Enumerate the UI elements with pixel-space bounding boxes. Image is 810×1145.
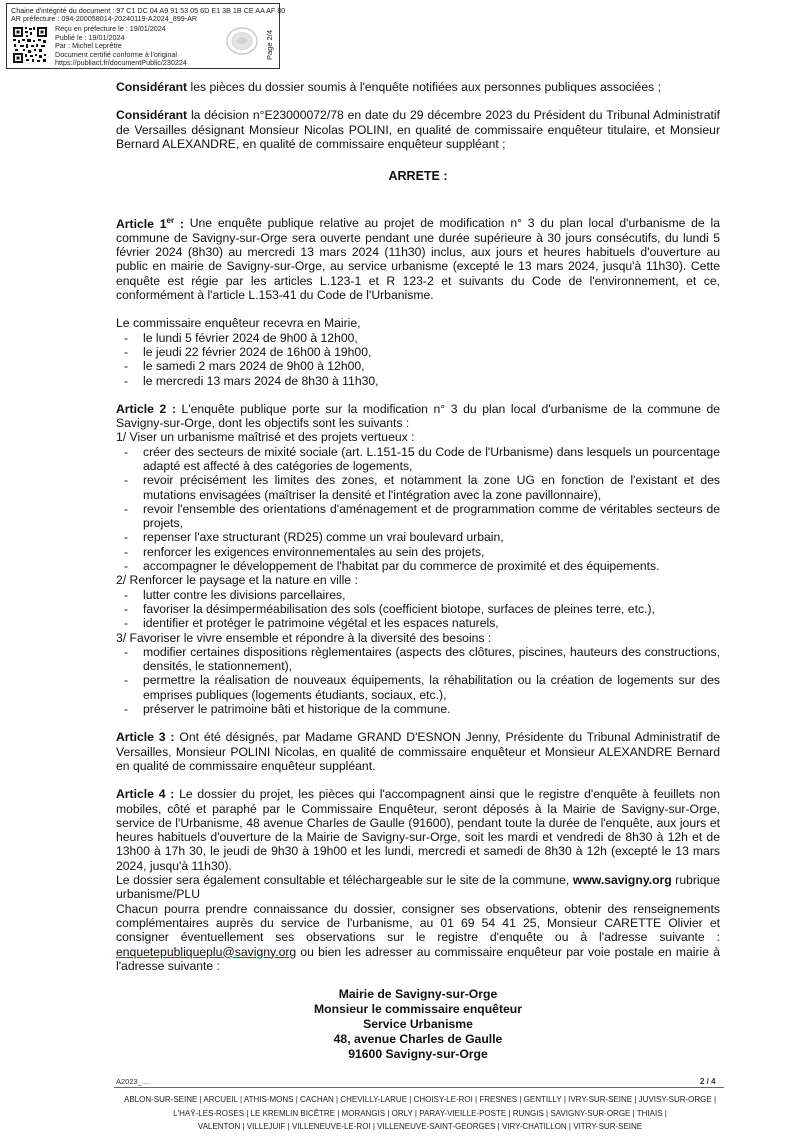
address-line: 91600 Savigny-sur-Orge	[348, 1047, 488, 1062]
list-item: - favoriser la désimperméabilisation des sols (coefficient biotope, surfaces de pleines terre, etc.),	[116, 602, 720, 616]
list-item: - renforcer les exigences environnementales au sein des projets,	[116, 545, 720, 559]
list-item: - le samedi 2 mars 2024 de 9h00 à 12h00,	[116, 359, 720, 373]
list-item: - lutter contre les divisions parcellaires,	[116, 588, 720, 602]
address-line: Monsieur le commissaire enquêteur	[314, 1002, 522, 1017]
list-item: - permettre la réalisation de nouveaux équipements, la réhabilitation ou la création de logements sur des emprises publiques (logements étudiants, sociaux, etc.),	[116, 673, 720, 702]
page-number: 2 / 4	[700, 1077, 716, 1086]
article-1: Article 1er : Une enquête publique relative au projet de modification n° 3 du plan local d'urbanisme de la commune de Savigny-sur-Orge sera ouverte pendant une durée supérieure à 30 jours consécutifs, du lundi 5 février 2024 (8h30) au mercredi 13 mars 2024 (11h30) inclus, aux jours et heures habituels d'ouverture au public en mairie de Savigny-sur-Orge, au service urbanisme (excepté le 13 mars 2024, jusqu'à 11h30). Cette enquête est régie par les articles L.123-1 et R 123-2 et suivants du Code de l'environnement, et ce, conformément à l'article L.153-41 du Code de l'Urbanisme.	[116, 215, 720, 303]
considerant-1: Considérant les pièces du dossier soumis à l'enquête notifiées aux personnes publiques associées ;	[116, 80, 661, 94]
stamp-info	[55, 25, 187, 68]
list-item: - identifier et protéger le patrimoine végétal et les espaces naturels,	[116, 616, 720, 630]
article-4-contact: Chacun pourra prendre connaissance du dossier, consigner ses observations, obtenir des renseignements complémentaires auprès du service de l'urbanisme, au 01 69 54 41 25, Monsieur CARETTE Olivier et consigner éventuellement ses observations sur le registre d'enquête ou à l'adresse suivante : enquetepubliqueplu@savigny.org ou bien les adresser au commissaire enquêteur par voie postale en mairie à l'adresse suivante :	[116, 901, 720, 973]
address-line: Mairie de Savigny-sur-Orge	[338, 987, 498, 1002]
address-line: 48, avenue Charles de Gaulle	[333, 1032, 503, 1047]
list-item: - le jeudi 22 février 2024 de 16h00 à 19h00,	[116, 345, 720, 359]
objective-1-title: 1/ Viser un urbanisme maîtrisé et des projets vertueux :	[116, 430, 415, 445]
communes-line: VALENTON | VILLEJUIF | VILLENEUVE-LE-ROI | VILLENEUVE-SAINT-GEORGES | VIRY-CHATILLON | VITRY-SUR-SEINE	[197, 1122, 643, 1131]
article-3: Article 3 : Ont été désignés, par Madame GRAND D'ESNON Jenny, Présidente du Tribunal Administratif de Versailles, Monsieur POLINI Nicolas, en qualité de commissaire enquêteur et Monsieur ALEXANDRE Bernard en qualité de commissaire enquêteur suppléant.	[116, 730, 720, 773]
document-url[interactable]: https://publiact.fr/documentPublic/230224	[55, 58, 187, 68]
integrity-chain: Chaine d'intégrité du document : 97 C1 DC 04 A9 91 53 05 6D E1 3B 1B CE AA AF 80	[11, 6, 286, 15]
received-date: Reçu en préfecture le : 19/01/2024	[55, 24, 166, 33]
objective-2-list	[116, 588, 720, 631]
article-2: Article 2 : L'enquête publique porte sur la modification n° 3 du plan local d'urbanisme de la commune de Savigny-sur-Orge, dont les objectifs sont les suivants :	[116, 401, 721, 431]
objective-1-list	[116, 445, 720, 574]
postal-address	[116, 987, 720, 1062]
qr-code-icon	[12, 26, 48, 64]
communes-list	[110, 1093, 730, 1134]
published-date: Publié le : 19/01/2024	[55, 32, 125, 42]
document-body	[116, 80, 720, 1062]
list-item: - accompagner le développement de l'habitat par du commerce de proximité et des équipements.	[116, 559, 720, 573]
list-item: - le lundi 5 février 2024 de 9h00 à 12h00,	[116, 331, 720, 345]
website-link[interactable]: www.savigny.org	[572, 873, 672, 888]
communes-line: L'HAŸ-LES-ROSES | LE KREMLIN BICÊTRE | MORANGIS | ORLY | PARAY-VIEILLE-POSTE | RUNGIS | SAVIGNY-SUR-ORGE | THIAIS |	[173, 1108, 667, 1118]
article-4: Article 4 : Le dossier du projet, les pièces qui l'accompagnent ainsi que le registre d'enquête à feuillets non mobiles, côté et paraphé par le Commissaire Enquêteur, seront déposés à la Mairie de Savigny-sur-Orge, service de l'Urbanisme, 48 avenue Charles de Gaulle (91600), pendant toute la durée de l'enquête, aux jours et heures habituels d'ouverture de la Mairie de Savigny-sur-Orge, soit les mardi et vendredi de 8h30 à 12h et de 13h00 à 17h 30, le jeudi de 9h30 à 19h00 et les lundi, mercredi et samedi de 8h30 à 12h (excepté le 13 mars 2024, jusqu'à 11h30).	[116, 787, 720, 873]
objective-3-title: 3/ Favoriser le vivre ensemble et répondre à la diversité des besoins :	[116, 630, 492, 645]
objective-3-list	[116, 645, 720, 716]
considerant-2: Considérant la décision n°E23000072/78 en date du 29 décembre 2023 du Président du Tribunal Administratif de Versailles désignant Monsieur Nicolas POLINI, en qualité de commissaire enquêteur titulaire, et Monsieur Bernard ALEXANDRE, en qualité de commissaire enquêteur suppléant ;	[116, 108, 720, 151]
footer-divider	[114, 1087, 724, 1088]
certified-note: Document certifié conforme à l'original	[55, 49, 178, 59]
list-item: - repenser l'axe structurant (RD25) comme un vrai boulevard urbain,	[116, 530, 720, 544]
list-item: - revoir précisément les limites des zones, et notamment la zone UG en fonction de l'existant et des mutations envisagées (maîtriser la densité et l'intégration avec la zone pavillonnaire),	[116, 473, 720, 502]
article-4-website: Le dossier sera également consultable et téléchargeable sur le site de la commune, www.savigny.org rubrique urbanisme/PLU	[116, 873, 720, 902]
permanences-list	[116, 331, 720, 388]
communes-line: ABLON-SUR-SEINE | ARCUEIL | ATHIS-MONS | CACHAN | CHEVILLY-LARUE | CHOISY-LE-ROI | FRESNES | GENTILLY | IVRY-SUR-SEINE | JUVISY-SUR-ORGE |	[123, 1095, 717, 1104]
list-item: - créer des secteurs de mixité sociale (art. L.151-15 du Code de l'Urbanisme) dans lesquels un pourcentage adapté est affecté à des catégories de logements,	[116, 445, 720, 474]
document-reference: A2023_....	[116, 1077, 151, 1086]
arrete-heading: ARRETE :	[388, 169, 448, 184]
address-line: Service Urbanisme	[363, 1017, 473, 1032]
page-vertical-label: Page 2/4	[265, 29, 274, 60]
seal-icon	[225, 26, 259, 56]
permanences-intro: Le commissaire enquêteur recevra en Mairie,	[116, 316, 361, 331]
list-item: - préserver le patrimoine bâti et historique de la commune.	[116, 702, 720, 716]
email-link[interactable]: enquetepubliqueplu@savigny.org	[116, 944, 297, 959]
certification-stamp	[6, 3, 286, 69]
list-item: - le mercredi 13 mars 2024 de 8h30 à 11h30,	[116, 374, 720, 388]
list-item: - revoir l'ensemble des orientations d'aménagement et de programmation comme de véritables secteurs de projets,	[116, 502, 720, 531]
ar-prefecture: AR préfecture : 094-200058014-20240119-A2024_899-AR	[11, 14, 198, 23]
list-item: - modifier certaines dispositions règlementaires (aspects des clôtures, piscines, hauteurs des constructions, densités, le stationnement),	[116, 645, 720, 674]
signed-by: Par : Michel Leprêtre	[55, 41, 122, 51]
objective-2-title: 2/ Renforcer le paysage et la nature en ville :	[116, 573, 358, 588]
